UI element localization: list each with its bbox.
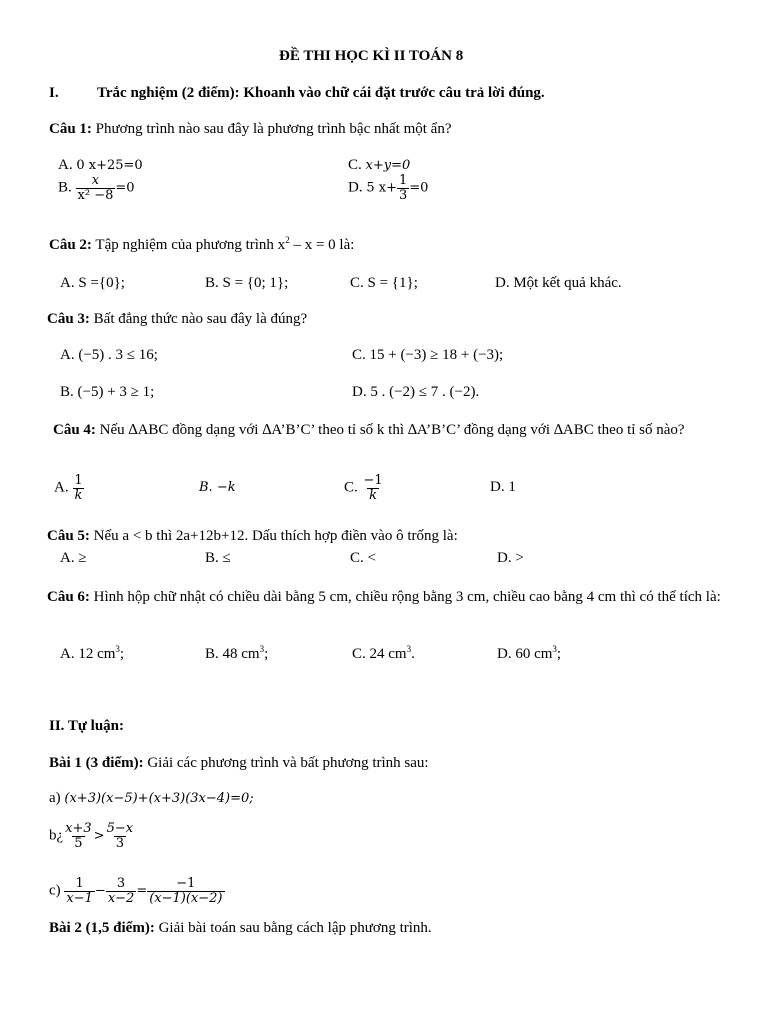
question-1-text: Phương trình nào sau đây là phương trình bậc nhất một ẩn? [95, 121, 452, 137]
q1-option-d [348, 174, 428, 202]
question-1 [49, 121, 451, 138]
q4-option-c-prefix: C. [344, 479, 358, 496]
question-5 [47, 528, 458, 545]
q6-option-c-text: C. 24 cm [352, 646, 407, 662]
q6-option-a [60, 646, 124, 663]
exercise-1-text: Giải các phương trình và bất phương trình sau: [147, 755, 429, 771]
q3-option-b: B. (−5) + 3 ≥ 1; [60, 384, 155, 400]
q6-option-c-sup: 3 [406, 644, 412, 654]
q4-option-b [199, 479, 236, 496]
exercise-1a-expr: (x+3)(x−5)+(x+3)(3x−4)=0; [64, 791, 254, 806]
exercise-1c-denominator-3: (x−1)(x−2) [149, 890, 223, 906]
q6-option-d-text: D. 60 cm [497, 646, 553, 662]
q6-option-d-tail: ; [556, 646, 562, 662]
q1-option-d-fraction [397, 174, 409, 202]
q6-option-b-tail: ; [264, 646, 269, 662]
q2-option-c: C. S = {1}; [350, 275, 418, 291]
exercise-1a [49, 790, 254, 807]
exercise-2-label: Bài 2 (1,5 điểm): [49, 920, 155, 936]
q2-option-d: D. Một kết quả khác. [495, 275, 622, 291]
q3-option-a: A. (−5) . 3 ≤ 16; [60, 347, 158, 363]
q6-option-b-text: B. 48 cm [205, 646, 260, 662]
q1-option-b-tail: =0 [115, 180, 135, 196]
q4-option-c-denominator: k [369, 487, 378, 503]
q6-option-d [497, 646, 561, 663]
q1-option-d-denominator: 3 [398, 187, 408, 203]
q4-option-a [54, 474, 85, 502]
q4-option-a-prefix: A. [54, 479, 69, 496]
section2-heading: II. Tự luận: [49, 718, 125, 734]
q1-option-c-expr: x+y=0 [365, 158, 411, 173]
question-2 [49, 237, 354, 254]
q5-option-a: A. ≥ [60, 550, 87, 566]
exercise-1c-prefix: c) [49, 882, 61, 899]
question-4-label: Câu 4: [53, 422, 96, 438]
question-2-text: Tập nghiệm của phương trình x [95, 237, 286, 253]
question-2-label: Câu 2: [49, 237, 92, 253]
q1-option-a-expr: 0 x+25=0 [76, 158, 143, 173]
exercise-1b-fraction-right [105, 822, 136, 850]
q1-option-d-lead: 5 x+ [366, 180, 397, 196]
exercise-2-text: Giải bài toán sau bằng cách lập phương trình. [158, 920, 432, 936]
q1-option-a-prefix: A. [58, 157, 73, 173]
q5-option-d: D. > [497, 550, 524, 566]
exercise-1-label: Bài 1 (3 điểm): [49, 755, 144, 771]
q6-option-b [205, 646, 268, 663]
q4-option-a-numerator: 1 [74, 473, 83, 488]
exercise-2 [49, 920, 432, 937]
section1-heading: Trắc nghiệm (2 điểm): Khoanh vào chữ cái đặt trước câu trả lời đúng. [97, 85, 545, 101]
question-3-text: Bất đẳng thức nào sau đây là đúng? [93, 311, 308, 327]
q1-option-c-prefix: C. [348, 157, 362, 173]
question-3-label: Câu 3: [47, 311, 90, 327]
q4-option-c-fraction [362, 474, 385, 502]
exercise-1 [49, 755, 429, 772]
exercise-1b-denominator-right: 3 [115, 835, 124, 851]
exercise-1c-denominator-2: x−2 [107, 890, 135, 906]
q1-option-b [58, 174, 135, 202]
q6-option-d-sup: 3 [552, 644, 557, 654]
question-2-sup: 2 [285, 235, 290, 245]
exercise-1c-numerator-1: 1 [75, 876, 84, 891]
question-4 [49, 420, 724, 441]
q4-option-b-text: B. −k [199, 480, 236, 495]
q6-option-a-tail: ; [119, 646, 125, 662]
question-2-text-tail: – x = 0 là: [289, 237, 355, 253]
section1-number: I. [49, 85, 59, 101]
question-6-label: Câu 6: [47, 589, 90, 605]
q2-option-b: B. S = {0; 1}; [205, 275, 289, 291]
question-1-label: Câu 1: [49, 121, 92, 137]
exercise-1c-operator-1: − [94, 883, 106, 899]
q4-option-c-numerator: −1 [363, 473, 383, 488]
q5-option-b: B. ≤ [205, 550, 231, 566]
q1-option-d-numerator: 1 [398, 173, 408, 188]
q3-option-d: D. 5 . (−2) ≤ 7 . (−2). [352, 384, 480, 400]
q4-option-c [344, 474, 385, 502]
q6-option-c [352, 646, 415, 663]
q1-option-b-numerator: x [91, 173, 100, 188]
exercise-1b-fraction-left [63, 822, 94, 850]
exercise-1b-prefix: b¿ [49, 827, 64, 844]
question-5-label: Câu 5: [47, 528, 90, 544]
exercise-1c-fraction-1 [64, 877, 95, 905]
q6-option-a-text: A. 12 cm [60, 646, 116, 662]
exercise-1c-operator-2: = [136, 883, 148, 899]
q1-option-b-denominator: x² −8 [77, 187, 114, 203]
exercise-1c-denominator-1: x−1 [66, 890, 93, 906]
q6-option-a-sup: 3 [115, 644, 120, 654]
q4-option-a-denominator: k [74, 487, 83, 503]
q1-option-c [348, 157, 410, 174]
q3-option-c: C. 15 + (−3) ≥ 18 + (−3); [352, 347, 504, 363]
exercise-1a-prefix: a) [49, 790, 61, 806]
q1-option-b-prefix: B. [58, 179, 72, 196]
question-3 [47, 311, 307, 328]
question-6-text: Hình hộp chữ nhật có chiều dài bằng 5 cm, chiều rộng bằng 3 cm, chiều cao bằng 4 cm thì có thể tích là: [93, 589, 721, 605]
q2-option-a: A. S ={0}; [60, 275, 125, 291]
q1-option-d-prefix: D. [348, 179, 363, 196]
exercise-1b-denominator-left: 5 [74, 835, 83, 851]
q4-option-d: D. 1 [490, 479, 516, 495]
q4-option-a-fraction [72, 474, 84, 502]
q1-option-a [58, 157, 143, 174]
exercise-1b-operator: > [93, 828, 105, 844]
q6-option-b-sup: 3 [259, 644, 265, 654]
exercise-1b [49, 822, 135, 850]
question-6 [47, 586, 722, 608]
q1-option-d-tail: =0 [409, 180, 429, 196]
exercise-1c-fraction-3 [147, 877, 224, 905]
exercise-1c-fraction-2 [106, 877, 137, 905]
question-5-text: Nếu a < b thì 2a+12b+12. Dấu thích hợp điền vào ô trống là: [93, 528, 458, 544]
exercise-1c [49, 877, 225, 905]
exercise-1c-numerator-2: 3 [116, 876, 126, 891]
page-title: ĐỀ THI HỌC KÌ II TOÁN 8 [279, 48, 464, 64]
exercise-1b-numerator-right: 5−x [106, 821, 134, 836]
exercise-1b-numerator-left: x+3 [65, 821, 92, 836]
q1-option-b-fraction [76, 174, 116, 202]
question-4-text: Nếu ∆ABC đồng dạng với ∆A’B’C’ theo tỉ số k thì ∆A’B’C’ đồng dạng với ∆ABC theo tỉ số nào? [99, 422, 685, 438]
exercise-1c-numerator-3: −1 [176, 876, 196, 891]
q5-option-c: C. < [350, 550, 376, 566]
q6-option-c-tail: . [411, 646, 415, 662]
